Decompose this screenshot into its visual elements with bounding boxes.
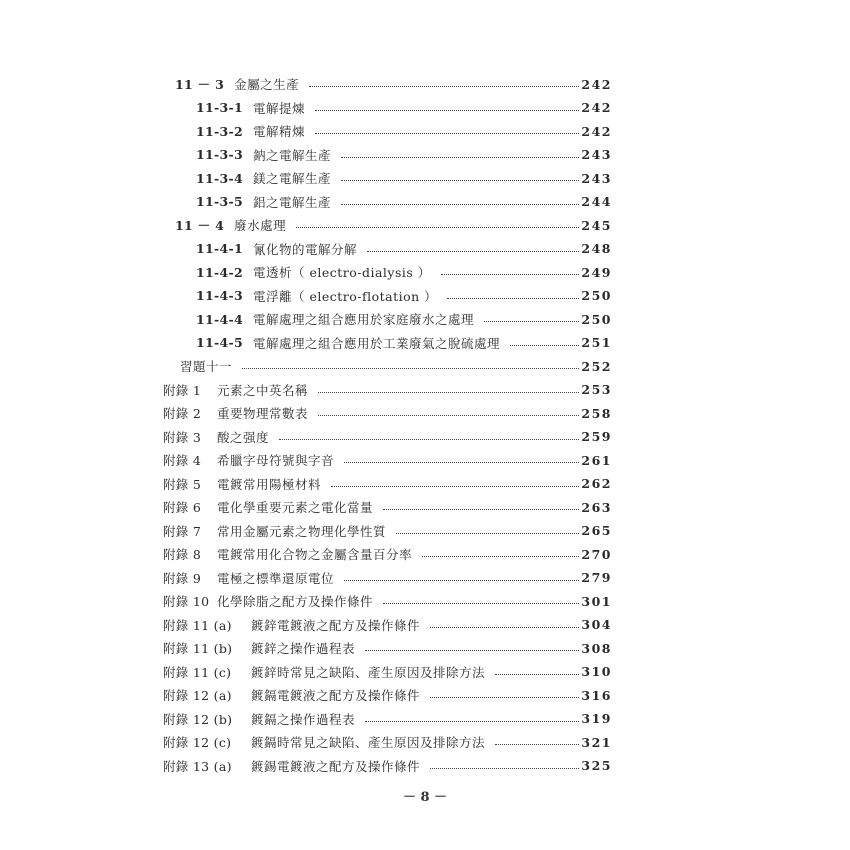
toc-entry-number: 附錄 3 <box>163 429 202 445</box>
dot-leader <box>318 414 579 416</box>
toc-entry-number: 11-3-5 <box>196 194 243 209</box>
toc-entry-title: 鍍鋅電鍍液之配方及操作條件 <box>251 617 421 633</box>
toc-entry-title: 酸之强度 <box>217 429 270 445</box>
toc-entry-title: 電透析（ electro-dialysis ） <box>252 265 431 280</box>
toc-entry-page: 279 <box>581 570 612 585</box>
toc-entry[interactable] <box>163 402 612 424</box>
toc-entry[interactable] <box>196 261 612 283</box>
toc-entry-title: 電極之標準還原電位 <box>217 570 335 586</box>
toc-entry-number: 11-4-3 <box>196 288 243 303</box>
toc-entry-page: 243 <box>581 170 612 186</box>
dot-leader <box>484 320 579 322</box>
toc-entry-title: 電鍍常用化合物之金屬含量百分率 <box>217 547 413 562</box>
toc-entry-number: 11-3-2 <box>196 123 243 139</box>
dot-leader <box>341 179 579 181</box>
toc-entry-title: 電解精煉 <box>252 124 305 139</box>
toc-entry-page: 270 <box>581 546 612 562</box>
toc-entry-title: 鍍鋅時常見之缺陷、產生原因及排除方法 <box>251 664 486 680</box>
dot-leader <box>318 391 579 393</box>
toc-entry-title: 電解處理之組合應用於工業廢氣之脫硫處理 <box>252 335 500 351</box>
dot-leader <box>367 250 579 252</box>
toc-entry-page: 310 <box>581 664 612 679</box>
toc-entry-number: 附錄 5 <box>163 476 202 492</box>
toc-entry-number: 11-4-1 <box>196 241 243 256</box>
toc-entry-number: 11-3-1 <box>196 100 243 115</box>
dot-leader <box>344 579 579 581</box>
toc-entry-number: 11-4-5 <box>196 335 243 350</box>
toc-entry-page: 245 <box>581 217 612 233</box>
toc-entry[interactable] <box>175 214 612 236</box>
toc-entry[interactable] <box>163 379 612 401</box>
toc-entry-page: 261 <box>581 452 612 468</box>
toc-entry-page: 250 <box>581 311 612 327</box>
toc-entry-title: 鍍鋅之操作過程表 <box>251 641 356 656</box>
toc-entry[interactable] <box>196 285 612 307</box>
toc-entry-number: 11 － 4 <box>175 218 225 233</box>
toc-entry-number: 附錄 7 <box>163 523 202 539</box>
dot-leader <box>430 696 579 698</box>
toc-entry-page: 250 <box>581 288 612 303</box>
toc-entry-page: 249 <box>581 264 612 280</box>
toc-entry-number: 11-4-2 <box>196 264 243 280</box>
toc-entry[interactable] <box>196 167 612 189</box>
dot-leader <box>344 461 579 463</box>
toc-entry-page: 265 <box>581 523 612 538</box>
toc-entry[interactable] <box>163 661 612 683</box>
toc-entry[interactable] <box>163 755 612 777</box>
toc-entry-number: 附錄 1 <box>163 382 202 398</box>
toc-entry[interactable] <box>163 731 612 753</box>
dot-leader <box>495 673 579 675</box>
toc-entry-number: 附錄 13 (a) <box>163 758 232 774</box>
toc-entry-title: 廢水處理 <box>234 218 287 233</box>
dot-leader <box>447 297 579 299</box>
toc-entry-title: 希臘字母符號與字音 <box>217 453 335 468</box>
toc-entry[interactable] <box>196 97 612 119</box>
dot-leader <box>510 344 579 346</box>
toc-entry-page: 258 <box>581 405 612 421</box>
toc-entry-title: 電解提煉 <box>252 100 305 116</box>
toc-entry-number: 附錄 12 (c) <box>163 735 232 750</box>
dot-leader <box>383 602 579 604</box>
toc-entry[interactable] <box>196 308 612 330</box>
toc-entry-page: 248 <box>581 241 612 256</box>
toc-entry-page: 242 <box>581 76 612 92</box>
toc-entry[interactable] <box>163 708 612 730</box>
toc-entry[interactable] <box>163 543 612 565</box>
toc-entry[interactable] <box>196 332 612 354</box>
toc-entry[interactable] <box>163 473 612 495</box>
toc-entry-number: 附錄 12 (a) <box>163 688 232 703</box>
dot-leader <box>365 720 579 722</box>
toc-entry-page: 253 <box>581 382 612 397</box>
toc-entry-number: 附錄 10 <box>163 594 210 609</box>
dot-leader <box>396 532 579 534</box>
toc-entry-title: 重要物理常數表 <box>217 406 309 421</box>
toc-entry-page: 244 <box>581 194 612 209</box>
page-number: － 8 － <box>402 790 448 805</box>
dot-leader <box>279 438 579 440</box>
toc-entry-title: 氰化物的電解分解 <box>252 241 357 257</box>
toc-entry[interactable] <box>163 684 612 706</box>
toc-entry[interactable] <box>163 520 612 542</box>
toc-entry-number: 附錄 6 <box>163 500 202 515</box>
toc-entry[interactable] <box>196 120 612 142</box>
toc-entry-number: 附錄 9 <box>163 570 202 586</box>
toc-entry-page: 263 <box>581 499 612 515</box>
toc-entry-page: 325 <box>581 758 612 773</box>
toc-entry-title: 電化學重要元素之電化當量 <box>217 500 374 515</box>
dot-leader <box>315 132 579 134</box>
dot-leader <box>495 743 579 745</box>
toc-entry-title: 電鍍常用陽極材料 <box>217 476 322 492</box>
dot-leader <box>315 109 579 111</box>
toc-entry-number: 11-4-4 <box>196 311 243 327</box>
toc-entry-title: 鈉之電解生產 <box>252 147 331 163</box>
dot-leader <box>242 367 579 369</box>
toc-entry-number: 附錄 11 (a) <box>163 617 232 633</box>
toc-entry-number: 11 － 3 <box>175 77 225 92</box>
dot-leader <box>430 767 579 769</box>
toc-entry-title: 鍍鎘時常見之缺陷、產生原因及排除方法 <box>251 735 486 750</box>
toc-entry-page: 242 <box>581 123 612 139</box>
toc-entry[interactable] <box>163 614 612 636</box>
toc-entry-title: 鍍錫電鍍液之配方及操作條件 <box>251 758 421 774</box>
toc-entry[interactable] <box>196 238 612 260</box>
toc-entry[interactable] <box>175 73 612 95</box>
toc-entry-number: 附錄 12 (b) <box>163 711 233 727</box>
toc-entry-number: 附錄 11 (c) <box>163 664 232 680</box>
toc-entry-page: 262 <box>581 476 612 491</box>
toc-entry-page: 308 <box>581 640 612 656</box>
toc-entry-number: 附錄 4 <box>163 453 202 468</box>
toc-entry[interactable] <box>163 590 612 612</box>
toc-entry-title: 常用金屬元素之物理化學性質 <box>217 523 387 539</box>
toc-entry-page: 316 <box>581 687 612 703</box>
dot-leader <box>331 485 579 487</box>
dot-leader <box>383 508 579 510</box>
toc-entry-title: 金屬之生產 <box>234 77 300 92</box>
dot-leader <box>430 626 579 628</box>
toc-entry[interactable] <box>196 144 612 166</box>
toc-entry-title: 習題十一 <box>180 359 233 374</box>
toc-entry-page: 319 <box>581 711 612 726</box>
toc-entry-page: 242 <box>581 100 612 115</box>
toc-entry-number: 11-3-4 <box>196 170 243 186</box>
toc-entry-number: 附錄 2 <box>163 406 202 421</box>
toc-entry-page: 304 <box>581 617 612 632</box>
toc-entry-title: 化學除脂之配方及操作條件 <box>217 594 374 609</box>
toc-entry-title: 電浮離（ electro-flotation ） <box>252 288 438 304</box>
dot-leader <box>365 649 579 651</box>
toc-entry-title: 鎂之電解生產 <box>252 171 331 186</box>
toc-entry[interactable] <box>163 426 612 448</box>
toc-entry-page: 321 <box>581 734 612 750</box>
toc-entry[interactable] <box>163 567 612 589</box>
dot-leader <box>296 226 579 228</box>
toc-entry[interactable] <box>180 355 612 377</box>
toc-entry-number: 附錄 11 (b) <box>163 641 233 656</box>
dot-leader <box>341 203 579 205</box>
toc-entry-number: 附錄 8 <box>163 547 202 562</box>
toc-entry-page: 243 <box>581 147 612 162</box>
toc-entry-number: 11-3-3 <box>196 147 243 162</box>
toc-entry[interactable] <box>163 496 612 518</box>
toc-entry-title: 鍍鎘之操作過程表 <box>251 711 356 727</box>
toc-entry-title: 鍍鎘電鍍液之配方及操作條件 <box>251 688 421 703</box>
toc-entry-page: 252 <box>581 358 612 374</box>
toc-entry[interactable] <box>163 637 612 659</box>
toc-entry-title: 鋁之電解生產 <box>252 194 331 210</box>
toc-entry[interactable] <box>196 191 612 213</box>
toc-entry-page: 251 <box>581 335 612 350</box>
dot-leader <box>422 555 579 557</box>
dot-leader <box>341 156 579 158</box>
toc-entry-title: 元素之中英名稱 <box>217 382 309 398</box>
dot-leader <box>309 85 579 87</box>
toc-entry[interactable] <box>163 449 612 471</box>
toc-entry-title: 電解處理之組合應用於家庭廢水之處理 <box>252 312 474 327</box>
dot-leader <box>441 273 580 275</box>
toc-entry-page: 259 <box>581 429 612 444</box>
toc-entry-page: 301 <box>581 593 612 609</box>
